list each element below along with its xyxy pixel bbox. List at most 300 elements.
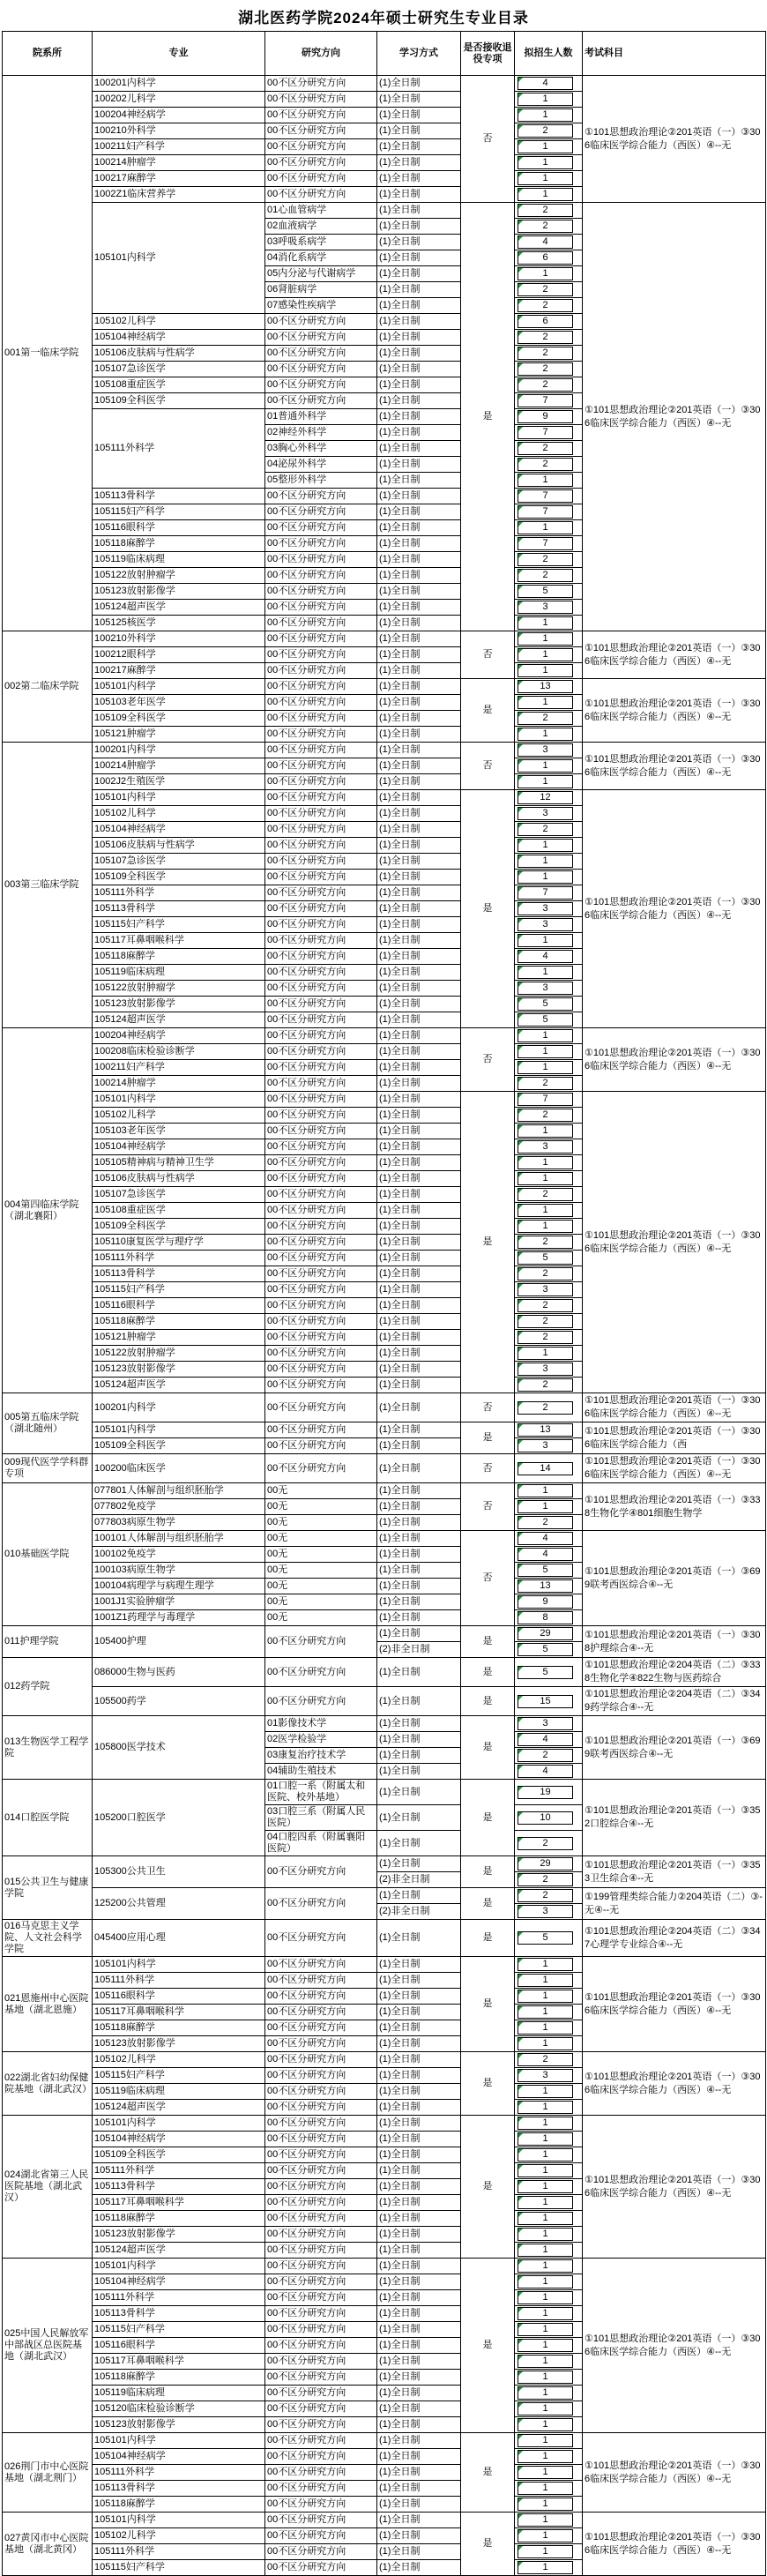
- cell-study-mode: (1)全日制: [377, 187, 461, 203]
- enrollment-count-box: 2: [518, 347, 573, 360]
- enrollment-count-box: 29: [518, 1857, 573, 1870]
- cell-major: 100210外科学: [93, 123, 265, 139]
- cell-study-mode: (1)全日制: [377, 1203, 461, 1219]
- cell-accept-veteran: 是: [461, 679, 515, 743]
- page-title: 湖北医药学院2024年硕士研究生专业目录: [238, 10, 529, 26]
- table-body: [3, 76, 766, 2576]
- enrollment-count-box: 1: [518, 2339, 573, 2352]
- excel-indicator-icon: [518, 1252, 523, 1257]
- cell-major: 100103病原生物学: [93, 1563, 265, 1579]
- enrollment-count-box: 7: [518, 426, 573, 439]
- exam-subjects-text: ①101思想政治理论②201英语（一）③306临床医学综合能力（西医）④--无: [585, 1047, 761, 1071]
- enrollment-count-box: 1: [518, 2228, 573, 2241]
- cell-study-mode: (1)全日制: [377, 282, 461, 298]
- excel-indicator-icon: [518, 903, 523, 907]
- catalog-table: [2, 31, 766, 2576]
- cell-research-direction: 00无: [265, 1579, 377, 1594]
- cell-research-direction: 00不区分研究方向: [265, 2338, 377, 2354]
- cell-enrollment-count: [515, 838, 583, 854]
- cell-major: 105121肿瘤学: [93, 1330, 265, 1346]
- cell-research-direction: 00不区分研究方向: [265, 2195, 377, 2211]
- cell-exam-subjects: [583, 631, 766, 679]
- cell-study-mode: (1)全日制: [377, 1732, 461, 1748]
- enrollment-count-box: 1: [518, 2386, 573, 2400]
- cell-major: 100208临床检验诊断学: [93, 1044, 265, 1060]
- enrollment-count-box: 1: [518, 2021, 573, 2035]
- cell-study-mode: (1)全日制: [377, 2417, 461, 2433]
- table-row: [3, 1920, 766, 1957]
- excel-indicator-icon: [518, 157, 523, 161]
- cell-study-mode: (1)全日制: [377, 2274, 461, 2290]
- cell-research-direction: 00不区分研究方向: [265, 2036, 377, 2052]
- cell-research-direction: 00无: [265, 1515, 377, 1531]
- cell-enrollment-count: [515, 1764, 583, 1780]
- cell-major: 105107急诊医学: [93, 854, 265, 870]
- cell-enrollment-count: [515, 266, 583, 282]
- exam-subjects-text: ①101思想政治理论②201英语（一）③353卫生综合④--无: [585, 1859, 761, 1884]
- cell-research-direction: 00不区分研究方向: [265, 2084, 377, 2100]
- cell-major: 105115妇产科学: [93, 1282, 265, 1298]
- cell-major: 1001Z1药理学与毒理学: [93, 1610, 265, 1626]
- cell-study-mode: (1)全日制: [377, 1610, 461, 1626]
- excel-indicator-icon: [518, 125, 523, 130]
- cell-enrollment-count: [515, 1393, 583, 1422]
- cell-enrollment-count: [515, 1108, 583, 1124]
- cell-study-mode: (1)全日制: [377, 2449, 461, 2465]
- cell-major: 105115妇产科学: [93, 2068, 265, 2084]
- enrollment-count-box: 2: [518, 220, 573, 233]
- cell-major: 105115妇产科学: [93, 504, 265, 520]
- enrollment-count-box: 1: [518, 2037, 573, 2050]
- cell-study-mode: (1)全日制: [377, 1805, 461, 1831]
- excel-indicator-icon: [518, 1440, 523, 1445]
- cell-major: 105102儿科学: [93, 2528, 265, 2544]
- cell-major: 105111外科学: [93, 2465, 265, 2481]
- cell-department: 002第二临床学院: [3, 631, 93, 743]
- cell-major: 105118麻醉学: [93, 2497, 265, 2513]
- cell-enrollment-count: [515, 1547, 583, 1563]
- cell-enrollment-count: [515, 1748, 583, 1764]
- excel-indicator-icon: [518, 1078, 523, 1082]
- excel-indicator-icon: [518, 2276, 523, 2281]
- cell-study-mode: (1)全日制: [377, 1346, 461, 1362]
- cell-study-mode: (1)全日制: [377, 917, 461, 933]
- cell-research-direction: 00不区分研究方向: [265, 743, 377, 758]
- column-header-6: 考试科目: [583, 32, 766, 76]
- cell-major: 105118麻醉学: [93, 2020, 265, 2036]
- cell-accept-veteran: 否: [461, 76, 515, 203]
- cell-major: 100104病理学与病理生理学: [93, 1579, 265, 1594]
- cell-major: 105300公共卫生: [93, 1856, 265, 1888]
- cell-study-mode: (1)全日制: [377, 2005, 461, 2020]
- excel-indicator-icon: [518, 1125, 523, 1130]
- excel-indicator-icon: [518, 1906, 523, 1910]
- cell-department: 001第一临床学院: [3, 76, 93, 631]
- excel-indicator-icon: [518, 506, 523, 511]
- cell-major: 105123放射影像学: [93, 584, 265, 600]
- cell-research-direction: 00不区分研究方向: [265, 901, 377, 917]
- cell-major: 105117耳鼻咽喉科学: [93, 2354, 265, 2370]
- cell-major: 105113骨科学: [93, 2306, 265, 2322]
- enrollment-count-box: 4: [518, 950, 573, 963]
- excel-indicator-icon: [518, 363, 523, 368]
- cell-major: 105111外科学: [93, 2544, 265, 2560]
- cell-enrollment-count: [515, 1716, 583, 1732]
- enrollment-count-box: 1: [518, 1029, 573, 1042]
- cell-department: 003第三临床学院: [3, 743, 93, 1028]
- cell-study-mode: (1)全日制: [377, 1438, 461, 1454]
- cell-major: 105101内科学: [93, 2433, 265, 2449]
- cell-study-mode: (1)全日制: [377, 2132, 461, 2147]
- cell-major: 105108重症医学: [93, 377, 265, 393]
- exam-subjects-text: ①101思想政治理论②201英语（一）③306临床医学综合能力（西医）④--无: [585, 2174, 761, 2199]
- cell-major: 100211妇产科学: [93, 1060, 265, 1076]
- enrollment-count-box: 2: [518, 553, 573, 566]
- excel-indicator-icon: [518, 1205, 523, 1209]
- cell-major: 105124超声医学: [93, 600, 265, 616]
- cell-enrollment-count: [515, 2179, 583, 2195]
- cell-study-mode: (1)全日制: [377, 1531, 461, 1547]
- cell-enrollment-count: [515, 2243, 583, 2259]
- cell-research-direction: 00不区分研究方向: [265, 2497, 377, 2513]
- cell-enrollment-count: [515, 409, 583, 425]
- cell-research-direction: 00不区分研究方向: [265, 822, 377, 838]
- cell-study-mode: (1)全日制: [377, 425, 461, 441]
- cell-major: 105113骨科学: [93, 2179, 265, 2195]
- cell-study-mode: (1)全日制: [377, 457, 461, 473]
- enrollment-count-box: 1: [518, 2402, 573, 2415]
- cell-exam-subjects: [583, 1658, 766, 1687]
- enrollment-count-box: 1: [518, 2085, 573, 2098]
- cell-enrollment-count: [515, 362, 583, 377]
- cell-enrollment-count: [515, 2481, 583, 2497]
- excel-indicator-icon: [518, 2562, 523, 2566]
- cell-study-mode: (1)全日制: [377, 1764, 461, 1780]
- cell-study-mode: (1)全日制: [377, 1716, 461, 1732]
- cell-study-mode: (1)全日制: [377, 1579, 461, 1594]
- cell-research-direction: 00不区分研究方向: [265, 1076, 377, 1092]
- cell-study-mode: (1)全日制: [377, 2306, 461, 2322]
- cell-major: 105122放射肿瘤学: [93, 568, 265, 584]
- excel-indicator-icon: [518, 2451, 523, 2455]
- cell-research-direction: 00不区分研究方向: [265, 2433, 377, 2449]
- cell-enrollment-count: [515, 1124, 583, 1139]
- enrollment-count-box: 1: [518, 2323, 573, 2336]
- cell-study-mode: (1)全日制: [377, 123, 461, 139]
- enrollment-count-box: 5: [518, 1931, 573, 1945]
- cell-major: 105111外科学: [93, 1251, 265, 1266]
- cell-enrollment-count: [515, 1973, 583, 1989]
- cell-study-mode: (1)全日制: [377, 1957, 461, 1973]
- table-row: [3, 1422, 766, 1438]
- enrollment-count-box: 7: [518, 489, 573, 503]
- cell-study-mode: (1)全日制: [377, 1422, 461, 1438]
- cell-major: 105111外科学: [93, 2163, 265, 2179]
- table-row: [3, 1626, 766, 1642]
- enrollment-count-box: 1: [518, 172, 573, 185]
- enrollment-count-box: 2: [518, 1077, 573, 1090]
- cell-enrollment-count: [515, 2163, 583, 2179]
- cell-research-direction: 00不区分研究方向: [265, 679, 377, 695]
- enrollment-count-box: 1: [518, 2307, 573, 2320]
- cell-research-direction: 00无: [265, 1594, 377, 1610]
- cell-enrollment-count: [515, 806, 583, 822]
- excel-indicator-icon: [518, 300, 523, 304]
- cell-research-direction: 00不区分研究方向: [265, 2401, 377, 2417]
- cell-enrollment-count: [515, 2052, 583, 2068]
- cell-research-direction: 00不区分研究方向: [265, 584, 377, 600]
- cell-enrollment-count: [515, 298, 583, 314]
- cell-research-direction: 00不区分研究方向: [265, 92, 377, 108]
- cell-research-direction: 00不区分研究方向: [265, 1454, 377, 1483]
- cell-study-mode: (1)全日制: [377, 1314, 461, 1330]
- exam-subjects-text: ①101思想政治理论②201英语（一）③306临床医学综合能力（西医）④--无: [585, 2460, 761, 2484]
- enrollment-count-box: 1: [518, 156, 573, 169]
- cell-study-mode: (2)非全日制: [377, 1642, 461, 1658]
- enrollment-count-box: 7: [518, 886, 573, 900]
- cell-major: 105123放射影像学: [93, 2417, 265, 2433]
- enrollment-count-box: 3: [518, 601, 573, 614]
- cell-research-direction: 05内分泌与代谢病学: [265, 266, 377, 282]
- cell-study-mode: (1)全日制: [377, 2386, 461, 2401]
- cell-research-direction: 00不区分研究方向: [265, 1187, 377, 1203]
- cell-enrollment-count: [515, 314, 583, 330]
- cell-study-mode: (1)全日制: [377, 1012, 461, 1028]
- cell-enrollment-count: [515, 1251, 583, 1266]
- excel-indicator-icon: [518, 808, 523, 812]
- cell-department: 027黄冈市中心医院基地（湖北黄冈）: [3, 2513, 93, 2576]
- excel-indicator-icon: [518, 2403, 523, 2408]
- excel-indicator-icon: [518, 93, 523, 98]
- enrollment-count-box: 5: [518, 997, 573, 1011]
- cell-accept-veteran: 是: [461, 1092, 515, 1393]
- table-row: [3, 2116, 766, 2132]
- cell-research-direction: 00不区分研究方向: [265, 139, 377, 155]
- table-row: [3, 2052, 766, 2068]
- cell-research-direction: 00不区分研究方向: [265, 2132, 377, 2147]
- cell-enrollment-count: [515, 1579, 583, 1594]
- cell-exam-subjects: [583, 1687, 766, 1716]
- exam-subjects-text: ①101思想政治理论②201英语（一）③306临床医学综合能力（西医）④--无: [585, 1395, 761, 1419]
- cell-enrollment-count: [515, 393, 583, 409]
- cell-research-direction: 00不区分研究方向: [265, 1012, 377, 1028]
- cell-study-mode: (1)全日制: [377, 616, 461, 631]
- enrollment-count-box: 1: [518, 696, 573, 709]
- cell-research-direction: 00不区分研究方向: [265, 1139, 377, 1155]
- cell-enrollment-count: [515, 663, 583, 679]
- cell-major: 105102儿科学: [93, 314, 265, 330]
- cell-enrollment-count: [515, 2227, 583, 2243]
- cell-study-mode: (1)全日制: [377, 1547, 461, 1563]
- enrollment-count-box: 6: [518, 315, 573, 328]
- cell-major: 105106皮肤病与性病学: [93, 346, 265, 362]
- excel-indicator-icon: [518, 855, 523, 860]
- excel-indicator-icon: [518, 1332, 523, 1336]
- exam-subjects-text: ①101思想政治理论②201英语（一）③306临床医学综合能力（西医）④--无: [585, 642, 761, 667]
- cell-research-direction: 00不区分研究方向: [265, 1266, 377, 1282]
- enrollment-count-box: 13: [518, 1423, 573, 1437]
- cell-major: 105116眼科学: [93, 2338, 265, 2354]
- enrollment-count-box: 1: [518, 1500, 573, 1513]
- cell-research-direction: 00不区分研究方向: [265, 393, 377, 409]
- cell-study-mode: (1)全日制: [377, 2147, 461, 2163]
- excel-indicator-icon: [518, 935, 523, 939]
- cell-accept-veteran: 否: [461, 1454, 515, 1483]
- cell-research-direction: 00不区分研究方向: [265, 1124, 377, 1139]
- cell-enrollment-count: [515, 965, 583, 981]
- cell-study-mode: (1)全日制: [377, 1594, 461, 1610]
- cell-research-direction: 00不区分研究方向: [265, 2449, 377, 2465]
- cell-enrollment-count: [515, 1904, 583, 1920]
- cell-enrollment-count: [515, 774, 583, 790]
- excel-indicator-icon: [518, 1402, 523, 1407]
- cell-major: 077802免疫学: [93, 1499, 265, 1515]
- enrollment-count-box: 3: [518, 743, 573, 757]
- cell-study-mode: (1)全日制: [377, 362, 461, 377]
- cell-major: 105115妇产科学: [93, 2560, 265, 2576]
- cell-accept-veteran: 是: [461, 1626, 515, 1658]
- cell-exam-subjects: [583, 2513, 766, 2576]
- cell-enrollment-count: [515, 2322, 583, 2338]
- enrollment-count-box: 1: [518, 870, 573, 884]
- cell-major: 105110康复医学与理疗学: [93, 1235, 265, 1251]
- enrollment-count-box: 1: [518, 616, 573, 630]
- cell-major: 105115妇产科学: [93, 2322, 265, 2338]
- enrollment-count-box: 1: [518, 648, 573, 661]
- cell-research-direction: 00不区分研究方向: [265, 346, 377, 362]
- cell-major: 105109全科医学: [93, 2147, 265, 2163]
- table-row: [3, 1483, 766, 1499]
- cell-study-mode: (1)全日制: [377, 2100, 461, 2116]
- excel-indicator-icon: [518, 951, 523, 955]
- exam-subjects-text: ①101思想政治理论②204英语（二）③349药学综合④--无: [585, 1689, 761, 1713]
- cell-major: 105101内科学: [93, 2513, 265, 2528]
- cell-enrollment-count: [515, 2354, 583, 2370]
- cell-study-mode: (1)全日制: [377, 2433, 461, 2449]
- excel-indicator-icon: [518, 617, 523, 622]
- cell-research-direction: 03康复治疗技术学: [265, 1748, 377, 1764]
- enrollment-count-box: 2: [518, 1188, 573, 1201]
- enrollment-count-box: 4: [518, 77, 573, 90]
- cell-research-direction: 03胸心外科学: [265, 441, 377, 457]
- cell-exam-subjects: [583, 1888, 766, 1920]
- cell-enrollment-count: [515, 2401, 583, 2417]
- cell-study-mode: (1)全日制: [377, 346, 461, 362]
- cell-enrollment-count: [515, 1531, 583, 1547]
- cell-study-mode: (1)全日制: [377, 504, 461, 520]
- cell-research-direction: 02血液病学: [265, 219, 377, 235]
- cell-research-direction: 00无: [265, 1499, 377, 1515]
- cell-major: 105104神经病学: [93, 2274, 265, 2290]
- enrollment-count-box: 7: [518, 1093, 573, 1106]
- table-row: [3, 1092, 766, 1108]
- cell-study-mode: (1)全日制: [377, 1378, 461, 1393]
- enrollment-count-box: 29: [518, 1627, 573, 1640]
- enrollment-count-box: 5: [518, 1666, 573, 1679]
- excel-indicator-icon: [518, 316, 523, 320]
- excel-indicator-icon: [518, 490, 523, 495]
- cell-study-mode: (1)全日制: [377, 2211, 461, 2227]
- cell-major: 105102儿科学: [93, 2052, 265, 2068]
- cell-enrollment-count: [515, 1314, 583, 1330]
- cell-enrollment-count: [515, 1203, 583, 1219]
- exam-subjects-text: ①101思想政治理论②201英语（一）③699联考西医综合④--无: [585, 1565, 761, 1590]
- cell-major: 105104神经病学: [93, 1139, 265, 1155]
- cell-study-mode: (1)全日制: [377, 441, 461, 457]
- cell-research-direction: 00不区分研究方向: [265, 981, 377, 997]
- cell-enrollment-count: [515, 1957, 583, 1973]
- excel-indicator-icon: [518, 1189, 523, 1193]
- cell-enrollment-count: [515, 1219, 583, 1235]
- enrollment-count-box: 1: [518, 1045, 573, 1058]
- cell-study-mode: (1)全日制: [377, 758, 461, 774]
- cell-major: 105117耳鼻咽喉科学: [93, 2005, 265, 2020]
- cell-enrollment-count: [515, 203, 583, 219]
- cell-research-direction: 00不区分研究方向: [265, 2116, 377, 2132]
- cell-study-mode: (1)全日制: [377, 1687, 461, 1716]
- excel-indicator-icon: [518, 2498, 523, 2503]
- cell-study-mode: (1)全日制: [377, 520, 461, 536]
- enrollment-count-box: 2: [518, 569, 573, 582]
- cell-major: 105109全科医学: [93, 1438, 265, 1454]
- cell-accept-veteran: 是: [461, 2052, 515, 2116]
- excel-indicator-icon: [518, 1890, 523, 1894]
- excel-indicator-icon: [518, 1812, 523, 1817]
- cell-study-mode: (1)全日制: [377, 2544, 461, 2560]
- excel-indicator-icon: [518, 601, 523, 606]
- cell-study-mode: (1)全日制: [377, 1563, 461, 1579]
- excel-indicator-icon: [518, 522, 523, 526]
- cell-enrollment-count: [515, 1092, 583, 1108]
- cell-research-direction: 00不区分研究方向: [265, 2513, 377, 2528]
- exam-subjects-text: ①101思想政治理论②204英语（二）③338生物化学④822生物与医药综合: [585, 1660, 761, 1684]
- enrollment-count-box: 1: [518, 1484, 573, 1497]
- cell-enrollment-count: [515, 1483, 583, 1499]
- cell-study-mode: (1)全日制: [377, 489, 461, 504]
- cell-research-direction: 00不区分研究方向: [265, 790, 377, 806]
- excel-indicator-icon: [518, 2165, 523, 2169]
- enrollment-count-box: 2: [518, 1378, 573, 1392]
- exam-subjects-text: ①101思想政治理论②201英语（一）③352口腔综合④--无: [585, 1805, 761, 1829]
- cell-enrollment-count: [515, 2338, 583, 2354]
- enrollment-count-box: 4: [518, 1548, 573, 1561]
- cell-major: 100204神经病学: [93, 1028, 265, 1044]
- cell-exam-subjects: [583, 1483, 766, 1531]
- cell-research-direction: 00不区分研究方向: [265, 1438, 377, 1454]
- cell-enrollment-count: [515, 1658, 583, 1687]
- cell-major: 105104神经病学: [93, 822, 265, 838]
- cell-enrollment-count: [515, 2433, 583, 2449]
- cell-research-direction: 00不区分研究方向: [265, 1330, 377, 1346]
- enrollment-count-box: 1: [518, 1172, 573, 1185]
- cell-exam-subjects: [583, 1028, 766, 1092]
- enrollment-count-box: 2: [518, 1315, 573, 1328]
- cell-study-mode: (1)全日制: [377, 2020, 461, 2036]
- excel-indicator-icon: [518, 2133, 523, 2138]
- cell-enrollment-count: [515, 536, 583, 552]
- cell-study-mode: (1)全日制: [377, 2068, 461, 2084]
- exam-subjects-text: ①101思想政治理论②201英语（一）③306临床医学综合能力（西: [585, 1425, 761, 1450]
- cell-major: 105109全科医学: [93, 870, 265, 885]
- cell-major: 105108重症医学: [93, 1203, 265, 1219]
- cell-enrollment-count: [515, 2259, 583, 2274]
- enrollment-count-box: 1: [518, 934, 573, 947]
- enrollment-count-box: 1: [518, 2275, 573, 2289]
- cell-exam-subjects: [583, 790, 766, 1028]
- cell-major: 105101内科学: [93, 1092, 265, 1108]
- excel-indicator-icon: [518, 332, 523, 336]
- exam-subjects-text: ①101思想政治理论②201英语（一）③306临床医学综合能力（西医）④--无: [585, 1456, 761, 1480]
